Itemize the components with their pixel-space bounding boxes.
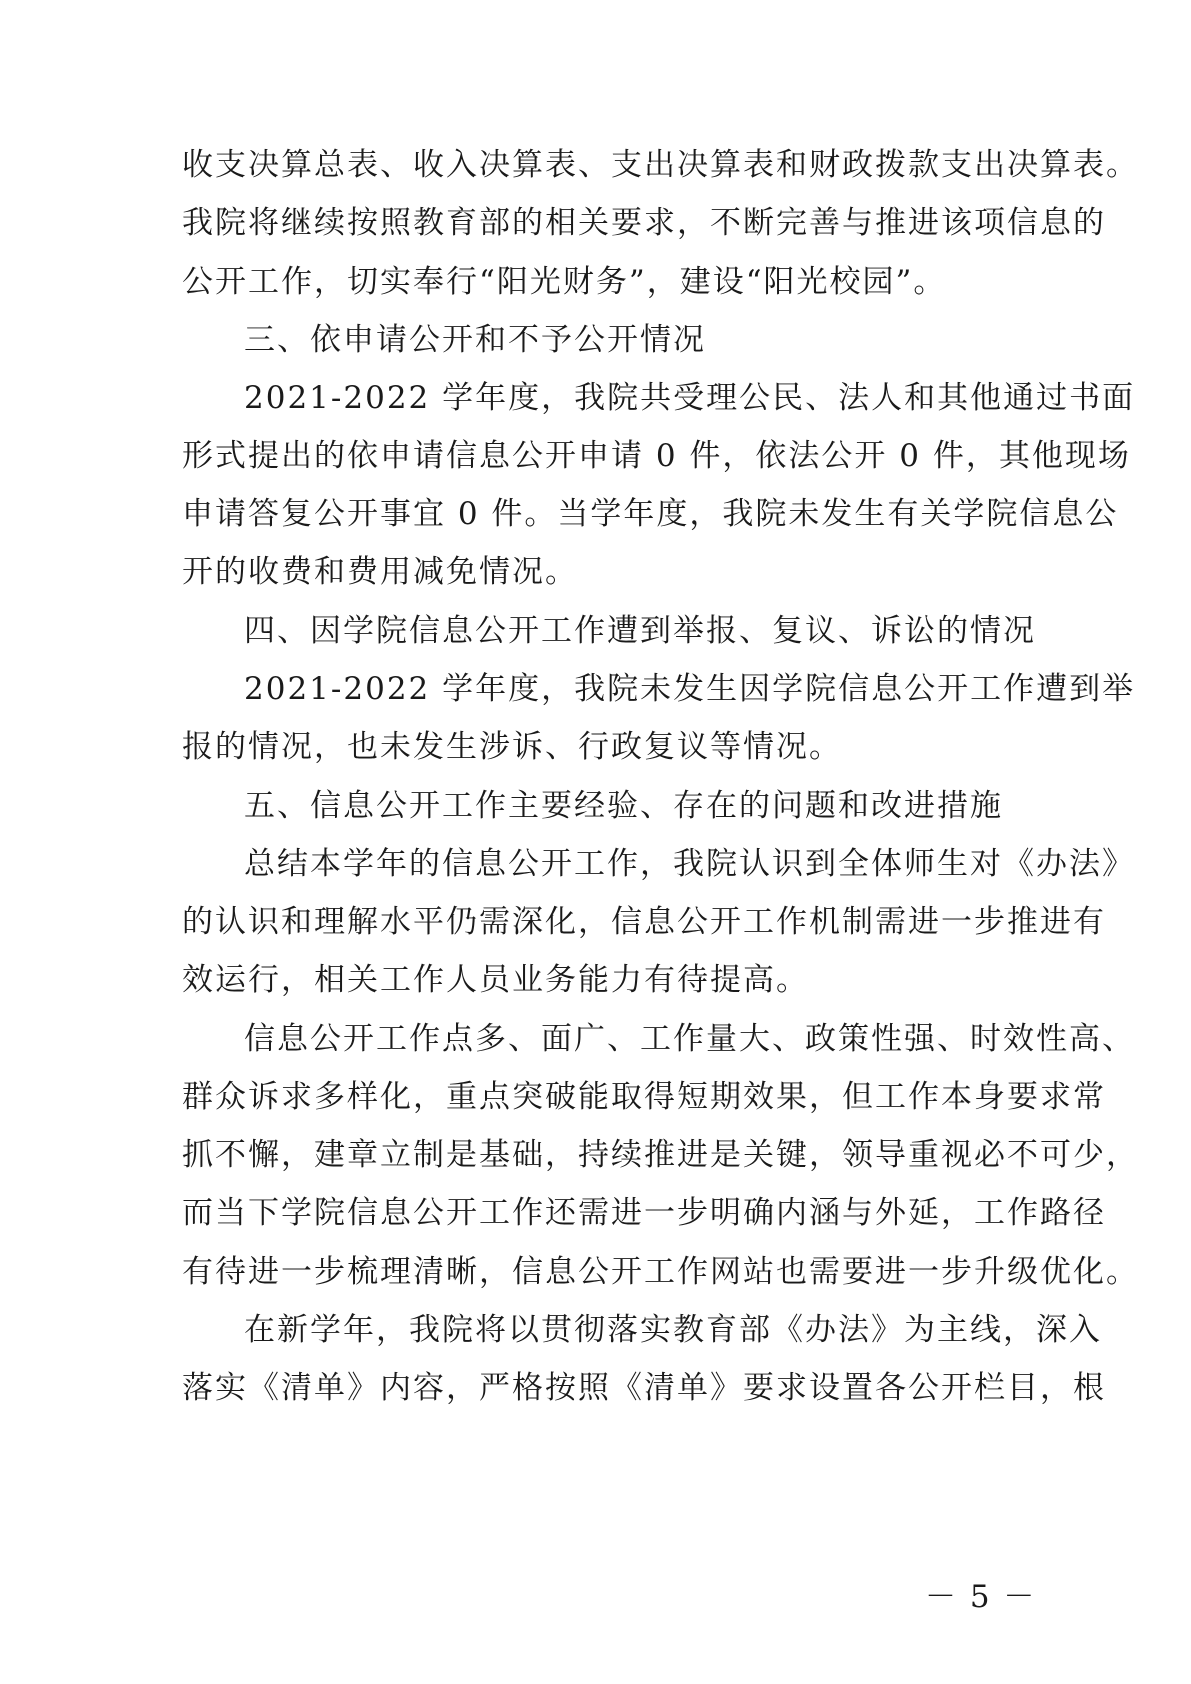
section-heading: 五、信息公开工作主要经验、存在的问题和改进措施 (244, 788, 1003, 824)
text-line: 的认识和理解水平仍需深化，信息公开工作机制需进一步推进有 (182, 904, 1106, 940)
text-line: 2021-2022 学年度，我院共受理公民、法人和其他通过书面 (244, 380, 1136, 416)
text-line: 落实《清单》内容，严格按照《清单》要求设置各公开栏目，根 (182, 1370, 1106, 1406)
text-line: 总结本学年的信息公开工作，我院认识到全体师生对《办法》 (244, 846, 1135, 882)
text-line: 我院将继续按照教育部的相关要求，不断完善与推进该项信息的 (182, 205, 1106, 241)
text-line: 收支决算总表、收入决算表、支出决算表和财政拨款支出决算表。 (182, 147, 1139, 183)
section-heading: 四、因学院信息公开工作遭到举报、复议、诉讼的情况 (244, 613, 1036, 649)
text-line: 开的收费和费用减免情况。 (182, 554, 578, 590)
text-line: 效运行，相关工作人员业务能力有待提高。 (182, 962, 809, 998)
text-line: 抓不懈，建章立制是基础，持续推进是关键，领导重视必不可少， (182, 1137, 1139, 1173)
section-heading: 三、依申请公开和不予公开情况 (244, 322, 706, 358)
text-line: 2021-2022 学年度，我院未发生因学院信息公开工作遭到举 (244, 671, 1136, 707)
text-line: 形式提出的依申请信息公开申请 0 件，依法公开 0 件，其他现场 (182, 438, 1131, 474)
text-line: 信息公开工作点多、面广、工作量大、政策性强、时效性高、 (244, 1021, 1135, 1057)
text-line: 公开工作，切实奉行“阳光财务”，建设“阳光校园”。 (182, 264, 947, 300)
text-line: 而当下学院信息公开工作还需进一步明确内涵与外延，工作路径 (182, 1195, 1106, 1231)
text-line: 群众诉求多样化，重点突破能取得短期效果，但工作本身要求常 (182, 1079, 1106, 1115)
text-line: 报的情况，也未发生涉诉、行政复议等情况。 (182, 729, 842, 765)
text-line: 在新学年，我院将以贯彻落实教育部《办法》为主线，深入 (244, 1312, 1102, 1348)
text-line: 申请答复公开事宜 0 件。当学年度，我院未发生有关学院信息公 (182, 496, 1119, 532)
page-number: － 5 － (925, 1579, 1037, 1615)
text-line: 有待进一步梳理清晰，信息公开工作网站也需要进一步升级优化。 (182, 1254, 1139, 1290)
